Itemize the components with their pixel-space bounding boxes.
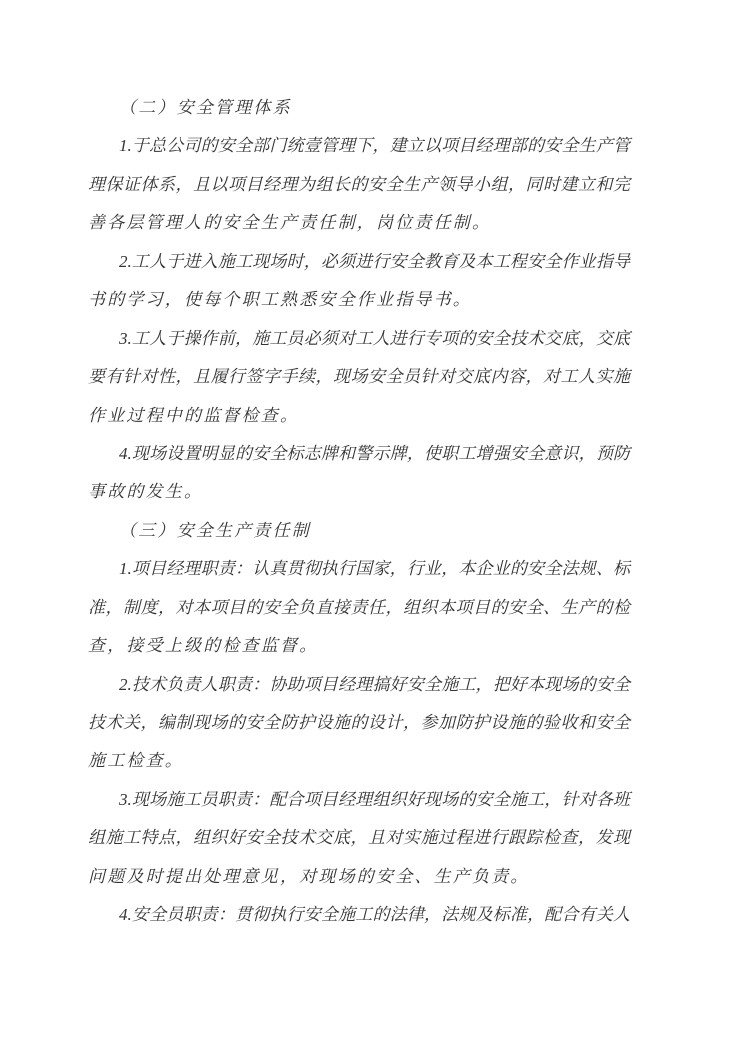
text-line: 书的学习，使每个职工熟悉安全作业指导书。 [88, 290, 472, 310]
text-line: 组施工特点，组织好安全技术交底，且对实施过程进行跟踪检查，发现 [88, 828, 630, 848]
text-line: 4.现场设置明显的安全标志牌和警示牌，使职工增强安全意识，预防 [119, 443, 630, 463]
text-line: 施工检查。 [88, 751, 184, 771]
text-line: 1.项目经理职责：认真贯彻执行国家，行业，本企业的安全法规、标 [119, 559, 630, 579]
text-line: 4.安全员职责：贯彻执行安全施工的法律，法规及标准，配合有关人 [119, 905, 630, 925]
section-heading: （三）安全生产责任制 [119, 520, 311, 540]
text-line: 要有针对性，且履行签字手续，现场安全员针对交底内容，对工人实施 [88, 367, 630, 387]
text-line: 查，接受上级的检查监督。 [88, 636, 319, 656]
text-line: 事故的发生。 [88, 482, 204, 502]
text-line: 善各层管理人的安全生产责任制，岗位责任制。 [88, 213, 492, 233]
text-line: 作业过程中的监督检查。 [88, 405, 300, 425]
text-line: 技术关，编制现场的安全防护设施的设计，参加防护设施的验收和安全 [88, 713, 630, 732]
text-line: 2.工人于进入施工现场时，必须进行安全教育及本工程安全作业指导 [119, 251, 630, 271]
text-line: 问题及时提出处理意见，对现场的安全、生产负责。 [88, 866, 530, 886]
section-heading: （二）安全管理体系 [119, 98, 292, 117]
text-line: 3.工人于操作前，施工员必须对工人进行专项的安全技术交底，交底 [119, 328, 630, 348]
text-line: 2.技术负责人职责：协助项目经理搞好安全施工，把好本现场的安全 [119, 674, 630, 694]
text-line: 理保证体系，且以项目经理为组长的安全生产领导小组，同时建立和完 [88, 174, 630, 194]
document-text-block [88, 89, 630, 935]
text-line: 3.现场施工员职责：配合项目经理组织好现场的安全施工，针对各班 [119, 789, 630, 809]
text-line: 1.于总公司的安全部门统壹管理下，建立以项目经理部的安全生产管 [119, 136, 630, 156]
text-line: 准，制度，对本项目的安全负直接责任，组织本项目的安全、生产的检 [88, 597, 630, 617]
